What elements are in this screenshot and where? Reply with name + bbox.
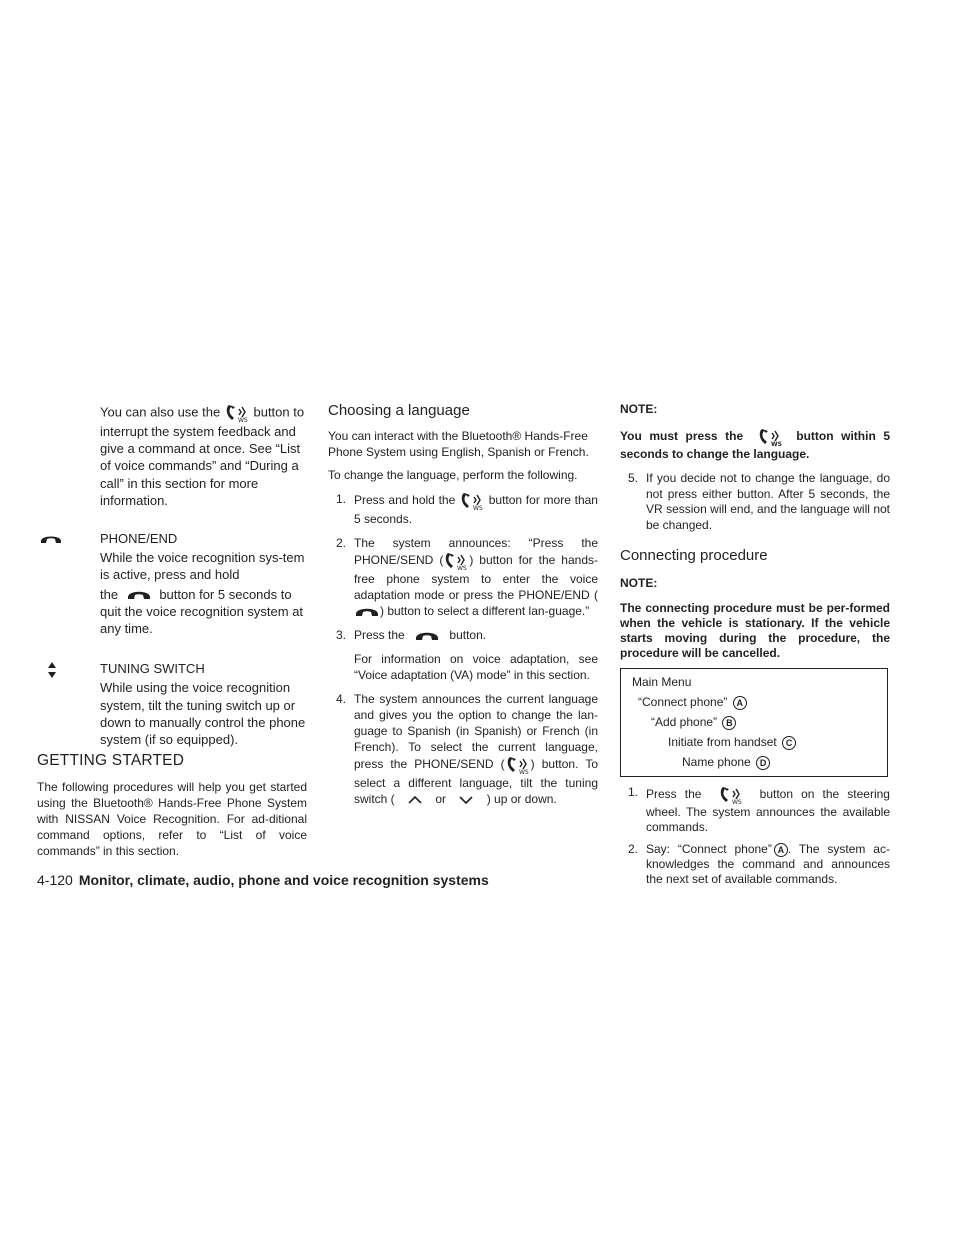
tuning-switch-title: TUNING SWITCH	[100, 661, 205, 677]
callout-marker: C	[782, 736, 796, 750]
svg-text:WS: WS	[237, 417, 248, 423]
connecting-steps	[620, 785, 890, 886]
menu-tree-item: “Connect phone” A	[621, 692, 887, 712]
svg-text:WS: WS	[518, 769, 529, 775]
menu-tree-item: Name phone D	[621, 752, 887, 772]
language-steps	[328, 491, 598, 807]
list-item: 1. Press the WS button on the steering wheel. The system announces the available commands.	[628, 785, 890, 834]
page-footer	[37, 871, 489, 889]
choosing-language-heading: Choosing a language	[328, 402, 470, 419]
talk-button-icon	[459, 491, 485, 511]
talk-button-icon	[505, 755, 531, 775]
language-steps-continued	[620, 471, 890, 533]
phone-handset-icon	[40, 533, 62, 545]
choosing-language-instruction: To change the language, perform the following.	[328, 468, 578, 482]
menu-tree-item: Initiate from handset C	[621, 732, 887, 752]
talk-button-icon	[757, 427, 783, 447]
chevron-up-icon	[406, 794, 424, 806]
connecting-procedure-heading: Connecting procedure	[620, 547, 768, 564]
phone-handset-icon	[354, 605, 380, 619]
getting-started-heading: GETTING STARTED	[37, 752, 185, 770]
list-item: 4. The system announces the current language and gives you the option to change the lan-guage to Spanish (in Spanish) or French (in French). To select the current language, press the PHONE/SEND ( WS ) button. To select a different language, tilt the tuning switch ( or ) up or down.	[336, 692, 598, 806]
voice-adaptation-note: For information on voice adaptation, see “Voice adaptation (VA) mode” in this section.	[354, 652, 598, 682]
list-item: 3. Press the button. For information on voice adaptation, see “Voice adaptation (VA) mode” in this section.	[336, 628, 598, 682]
tuning-switch-text: While using the voice recognition system, tilt the tuning switch up or down to manually control the phone system (if so equipped).	[100, 680, 306, 748]
list-item: 5. If you decide not to change the language, do not press either button. After 5 seconds, the VR session will end, and the language will not be changed.	[628, 471, 890, 532]
chevron-down-icon	[457, 794, 475, 806]
note-language-timeout: You must press the WS button within 5 seconds to change the language.	[620, 427, 890, 462]
tuning-switch-block	[37, 660, 307, 748]
note-stationary: The connecting procedure must be per-formed when the vehicle is stationary. If the vehicle starts moving during the procedure, the procedure will be cancelled.	[620, 601, 890, 660]
svg-text:WS: WS	[770, 441, 782, 447]
column-3	[620, 400, 890, 886]
menu-tree-item: Main Menu	[632, 675, 692, 689]
phone-end-block	[37, 530, 307, 637]
svg-text:WS: WS	[472, 505, 483, 511]
column-2	[328, 400, 598, 807]
phone-end-text-2: the button for 5 seconds to quit the voice recognition system at any time.	[100, 586, 304, 637]
callout-marker: B	[722, 716, 736, 730]
svg-text:WS: WS	[457, 565, 468, 571]
choosing-language-intro: You can interact with the Bluetooth® Hands-Free Phone System using English, Spanish or French.	[328, 429, 589, 459]
note-label: NOTE:	[620, 402, 658, 416]
voice-button-intro: You can also use the WS button to interrupt the system feedback and give a command at once. See “List of voice commands” and “During a call” in this section for more information.	[100, 404, 305, 508]
menu-tree-box	[620, 668, 888, 777]
section-title: Monitor, climate, audio, phone and voice recognition systems	[78, 872, 489, 888]
talk-button-icon	[718, 785, 744, 805]
page-number: 4-120	[37, 872, 73, 888]
talk-button-icon	[443, 551, 469, 571]
column-1	[37, 400, 307, 859]
callout-marker: A	[774, 843, 788, 857]
callout-marker: A	[733, 696, 747, 710]
phone-end-text: While the voice recognition sys-tem is active, press and hold	[100, 550, 305, 583]
svg-text:WS: WS	[731, 799, 742, 805]
list-item: 1. Press and hold the WS button for more than 5 seconds.	[336, 492, 598, 526]
phone-handset-icon	[126, 588, 152, 602]
phone-end-title: PHONE/END	[100, 531, 178, 547]
callout-marker: D	[756, 756, 770, 770]
list-item: 2. Say: “Connect phone” A . The system ac-knowledges the command and announces the next set of available commands.	[628, 842, 890, 886]
menu-tree-item: “Add phone” B	[621, 712, 887, 732]
getting-started-text: The following procedures will help you get started using the Bluetooth® Hands-Free Phone System with NISSAN Voice Recognition. For ad-ditional command options, refer to “List of voice commands” in this section.	[37, 780, 307, 859]
talk-button-icon	[224, 403, 250, 423]
list-item: 2. The system announces: “Press the PHONE/SEND ( WS ) button for the hands-free phone system to enter the voice adaptation mode or press the PHONE/END () button to select a different lan-guage.”	[336, 536, 598, 618]
note-label: NOTE:	[620, 576, 658, 590]
tuning-switch-icon	[47, 660, 57, 680]
phone-handset-icon	[414, 629, 440, 643]
